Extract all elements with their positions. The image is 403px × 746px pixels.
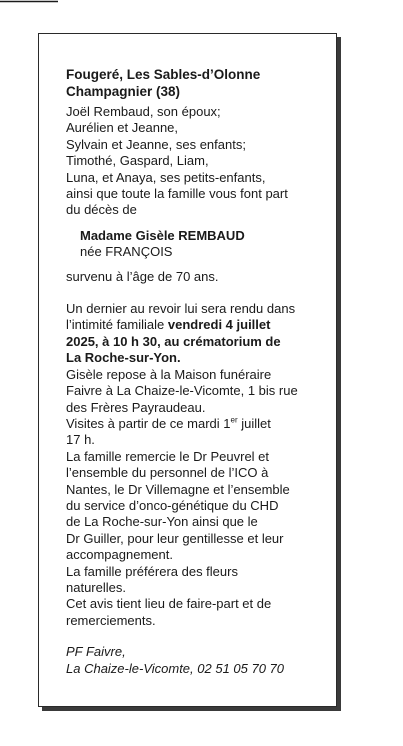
family-line: Timothé, Gaspard, Liam, <box>66 153 209 169</box>
thanks-line: La famille préférera des fleurs <box>66 563 238 579</box>
visits-text: Visites à partir de ce mardi 1 <box>66 415 231 431</box>
ceremony-date: vendredi 4 juillet <box>167 317 271 333</box>
ceremony-line-mixed <box>66 317 324 333</box>
thanks-line: du service d’onco-génétique du CHD <box>66 497 279 513</box>
family-line: ainsi que toute la famille vous font part <box>66 186 288 202</box>
thanks-line: de La Roche-sur-Yon ainsi que le <box>66 514 258 530</box>
thanks-paragraph <box>66 449 324 629</box>
visits-line <box>66 416 324 432</box>
ceremony-text: l’intimité familiale <box>66 317 168 333</box>
heading-line-1: Fougeré, Les Sables-d’Olonne <box>66 67 261 82</box>
visits-superscript: er <box>230 415 238 425</box>
thanks-line: accompagnement. <box>66 547 173 563</box>
ceremony-paragraph <box>66 301 324 367</box>
rest-line: Faivre à La Chaize-le-Vicomte, 1 bis rue <box>66 383 298 399</box>
ceremony-place: La Roche-sur-Yon. <box>66 350 181 366</box>
notice-heading <box>66 66 324 100</box>
thanks-line: l’ensemble du personnel de l’ICO à <box>66 465 269 481</box>
rest-line: des Frères Payraudeau. <box>66 399 206 415</box>
thanks-line: La famille remercie le Dr Peuvrel et <box>66 448 270 464</box>
ceremony-line: Un dernier au revoir lui sera rendu dans <box>66 301 296 317</box>
thanks-line: naturelles. <box>66 579 126 595</box>
rest-paragraph <box>66 367 324 416</box>
family-line: Joël Rembaud, son époux; <box>66 104 221 119</box>
family-line: Luna, et Anaya, ses petits-enfants, <box>66 169 266 185</box>
family-line: Aurélien et Jeanne, <box>66 120 179 136</box>
visits-paragraph <box>66 416 324 449</box>
age-line: survenu à l’âge de 70 ans. <box>66 268 219 284</box>
rest-line: Gisèle repose à la Maison funéraire <box>66 366 272 382</box>
heading-line-2: Champagnier (38) <box>66 84 181 99</box>
deceased-name: Madame Gisèle REMBAUD <box>80 227 245 243</box>
thanks-line: Nantes, le Dr Villemagne et l’ensemble <box>66 481 290 497</box>
corner-arrow-line <box>0 0 58 3</box>
maiden-name: née FRANÇOIS <box>80 244 173 260</box>
deceased-block <box>66 228 324 261</box>
thanks-line: Dr Guiller, pour leur gentillesse et leur <box>66 530 284 546</box>
family-list <box>66 104 324 219</box>
notice-content <box>66 66 324 677</box>
signature <box>66 644 324 677</box>
signature-line-1: PF Faivre, <box>66 644 126 660</box>
paragraph-gap <box>66 285 324 301</box>
signature-line-2: La Chaize-le-Vicomte, 02 51 05 70 70 <box>66 660 285 676</box>
family-line: du décès de <box>66 202 137 218</box>
obituary-notice <box>38 33 337 707</box>
ceremony-time: 2025, à 10 h 30, au crématorium de <box>66 333 281 349</box>
visits-hour: 17 h. <box>66 432 95 448</box>
family-line: Sylvain et Jeanne, ses enfants; <box>66 136 246 152</box>
thanks-line: Cet avis tient lieu de faire-part et de <box>66 596 272 612</box>
visits-month: juillet <box>237 415 271 431</box>
thanks-line: remerciements. <box>66 612 156 628</box>
